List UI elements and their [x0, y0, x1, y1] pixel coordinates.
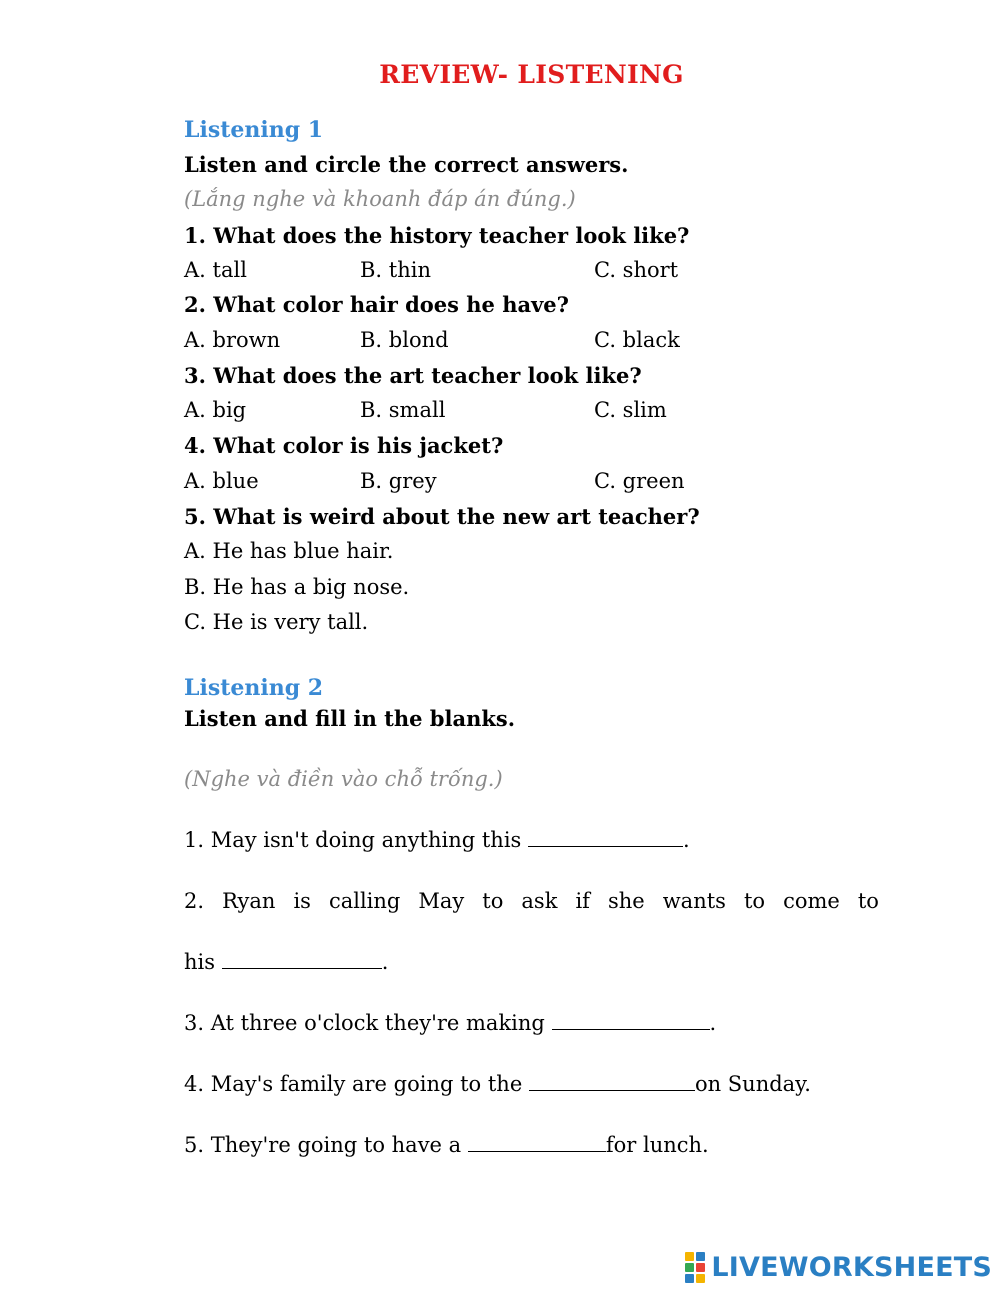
- option-2a[interactable]: A. brown: [184, 328, 281, 352]
- word: ask: [521, 889, 558, 913]
- listening-1-heading: Listening 1: [184, 117, 324, 143]
- fill-item-2-end: .: [381, 950, 389, 974]
- logo-text: LIVEWORKSHEETS: [711, 1252, 992, 1283]
- question-1: 1. What does the history teacher look like?: [184, 223, 690, 248]
- logo-square: [685, 1252, 694, 1261]
- logo-square: [696, 1274, 705, 1283]
- fill-item-2: [184, 889, 879, 913]
- option-3c[interactable]: C. slim: [594, 398, 667, 422]
- fill-item-3: [184, 1011, 716, 1035]
- word: she: [607, 889, 645, 913]
- question-2: 2. What color hair does he have?: [184, 292, 569, 317]
- option-3a[interactable]: A. big: [184, 398, 247, 422]
- blank-2[interactable]: [222, 950, 382, 969]
- word: to: [482, 889, 504, 913]
- word: calling: [328, 889, 401, 913]
- blank-3[interactable]: [552, 1011, 710, 1030]
- option-3b[interactable]: B. small: [360, 398, 446, 422]
- logo-square: [685, 1274, 694, 1283]
- fill-item-1-end: .: [683, 828, 690, 852]
- word: come: [783, 889, 840, 913]
- listening-1-hint: (Lắng nghe và khoanh đáp án đúng.): [184, 187, 576, 211]
- word: to: [743, 889, 766, 913]
- fill-item-1-text: 1. May isn't doing anything this: [184, 828, 528, 852]
- word: to: [857, 889, 879, 913]
- fill-item-2-text: his: [184, 950, 222, 974]
- fill-item-4-text: 4. May's family are going to the: [184, 1072, 529, 1096]
- option-4c[interactable]: C. green: [594, 469, 685, 493]
- logo-square: [696, 1263, 705, 1272]
- question-4: 4. What color is his jacket?: [184, 433, 504, 458]
- logo-square: [685, 1263, 694, 1272]
- listening-2-hint: (Nghe và điền vào chỗ trống.): [184, 767, 503, 791]
- word: if: [575, 889, 590, 913]
- option-5a[interactable]: A. He has blue hair.: [184, 539, 394, 563]
- option-2c[interactable]: C. black: [594, 328, 680, 352]
- listening-1-instruction: Listen and circle the correct answers.: [184, 152, 629, 177]
- fill-item-3-end: .: [709, 1011, 717, 1035]
- option-4b[interactable]: B. grey: [360, 469, 437, 493]
- word: May: [418, 889, 465, 913]
- option-1b[interactable]: B. thin: [360, 258, 431, 282]
- page-title: REVIEW- LISTENING: [379, 60, 684, 89]
- fill-item-4: [184, 1072, 811, 1096]
- liveworksheets-logo: [685, 1252, 992, 1283]
- fill-item-5-end: for lunch.: [605, 1133, 709, 1157]
- word: 2.: [184, 889, 205, 913]
- word: wants: [662, 889, 726, 913]
- option-5b[interactable]: B. He has a big nose.: [184, 575, 410, 599]
- question-3: 3. What does the art teacher look like?: [184, 363, 642, 388]
- fill-item-5-text: 5. They're going to have a: [184, 1133, 468, 1157]
- option-2b[interactable]: B. blond: [360, 328, 449, 352]
- fill-item-3-text: 3. At three o'clock they're making: [184, 1011, 552, 1035]
- option-5c[interactable]: C. He is very tall.: [184, 610, 369, 634]
- blank-4[interactable]: [529, 1072, 695, 1091]
- listening-2-instruction: Listen and fill in the blanks.: [184, 706, 516, 731]
- fill-item-1: [184, 828, 690, 852]
- word: Ryan: [222, 889, 276, 913]
- option-1a[interactable]: A. tall: [184, 258, 247, 282]
- word: is: [293, 889, 311, 913]
- question-5: 5. What is weird about the new art teacher?: [184, 504, 700, 529]
- listening-2-heading: Listening 2: [184, 675, 324, 701]
- fill-item-4-end: on Sunday.: [694, 1072, 811, 1096]
- blank-5[interactable]: [468, 1133, 606, 1152]
- fill-item-5: [184, 1133, 709, 1157]
- logo-mark-icon: [685, 1252, 705, 1283]
- blank-1[interactable]: [528, 828, 683, 847]
- option-1c[interactable]: C. short: [594, 258, 679, 282]
- fill-item-2-cont: [184, 950, 388, 974]
- option-4a[interactable]: A. blue: [184, 469, 259, 493]
- logo-square: [696, 1252, 705, 1261]
